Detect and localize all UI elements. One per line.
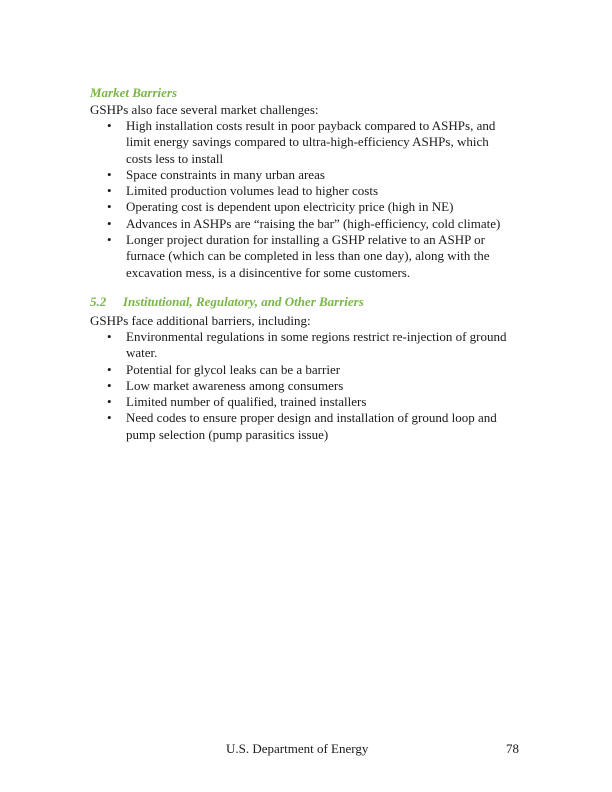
section-heading: [90, 294, 364, 310]
list-item-line: limit energy savings compared to ultra-high-efficiency ASHPs, which: [126, 134, 489, 150]
bullet-icon: •: [107, 377, 112, 393]
bullet-icon: •: [107, 329, 112, 344]
list-item-line: water.: [126, 345, 158, 361]
list-item-line: Environmental regulations in some regions restrict re-injection of ground: [126, 329, 507, 344]
list-item-line: Potential for glycol leaks can be a barrier: [126, 361, 341, 377]
list-item: [90, 199, 500, 215]
list-item-line: Longer project duration for installing a GSHP relative to an ASHP or: [126, 232, 485, 248]
list-item: [90, 362, 507, 378]
bullet-icon: •: [107, 361, 112, 377]
list-item-line: Operating cost is dependent upon electricity price (high in NE): [126, 199, 454, 215]
footer-org: U.S. Department of Energy: [226, 741, 369, 756]
section-intro: GSHPs face additional barriers, including:: [90, 313, 311, 328]
list-item: [90, 394, 507, 410]
page-number: 78: [506, 741, 519, 756]
bullet-icon: •: [107, 199, 112, 215]
bullet-icon: •: [107, 410, 112, 426]
list-item-line: pump selection (pump parasitics issue): [126, 426, 329, 442]
list-item-line: costs less to install: [126, 150, 224, 166]
list-item: [90, 167, 500, 183]
bullet-icon: •: [107, 166, 112, 182]
bullet-icon: •: [107, 118, 112, 133]
list-item: [90, 216, 500, 232]
bullet-icon: •: [107, 183, 112, 199]
list-item-line: High installation costs result in poor payback compared to ASHPs, and: [126, 118, 496, 133]
list-item-line: furnace (which can be completed in less than one day), along with the: [126, 248, 490, 264]
bullet-icon: •: [107, 394, 112, 410]
list-item-line: Limited production volumes lead to higher costs: [126, 183, 379, 199]
market-intro: GSHPs also face several market challenges:: [90, 102, 319, 117]
list-item: [90, 118, 500, 167]
list-item-line: Advances in ASHPs are “raising the bar” (high-efficiency, cold climate): [126, 215, 501, 231]
market-barriers-list: [90, 118, 500, 281]
list-item-line: Space constraints in many urban areas: [126, 166, 325, 182]
list-item-line: excavation mess, is a disincentive for some customers.: [126, 264, 411, 280]
list-item-line: Limited number of qualified, trained installers: [126, 394, 367, 410]
list-item: [90, 183, 500, 199]
bullet-icon: •: [107, 232, 112, 248]
list-item: [90, 329, 507, 362]
list-item: [90, 232, 500, 281]
list-item-line: Need codes to ensure proper design and installation of ground loop and: [126, 410, 497, 426]
market-barriers-heading: Market Barriers: [90, 85, 178, 100]
list-item-line: Low market awareness among consumers: [126, 377, 344, 393]
section-number: 5.2: [90, 294, 107, 309]
institutional-barriers-list: [90, 329, 507, 443]
list-item: [90, 410, 507, 443]
section-title: Institutional, Regulatory, and Other Barriers: [123, 294, 364, 309]
list-item: [90, 378, 507, 394]
bullet-icon: •: [107, 215, 112, 231]
